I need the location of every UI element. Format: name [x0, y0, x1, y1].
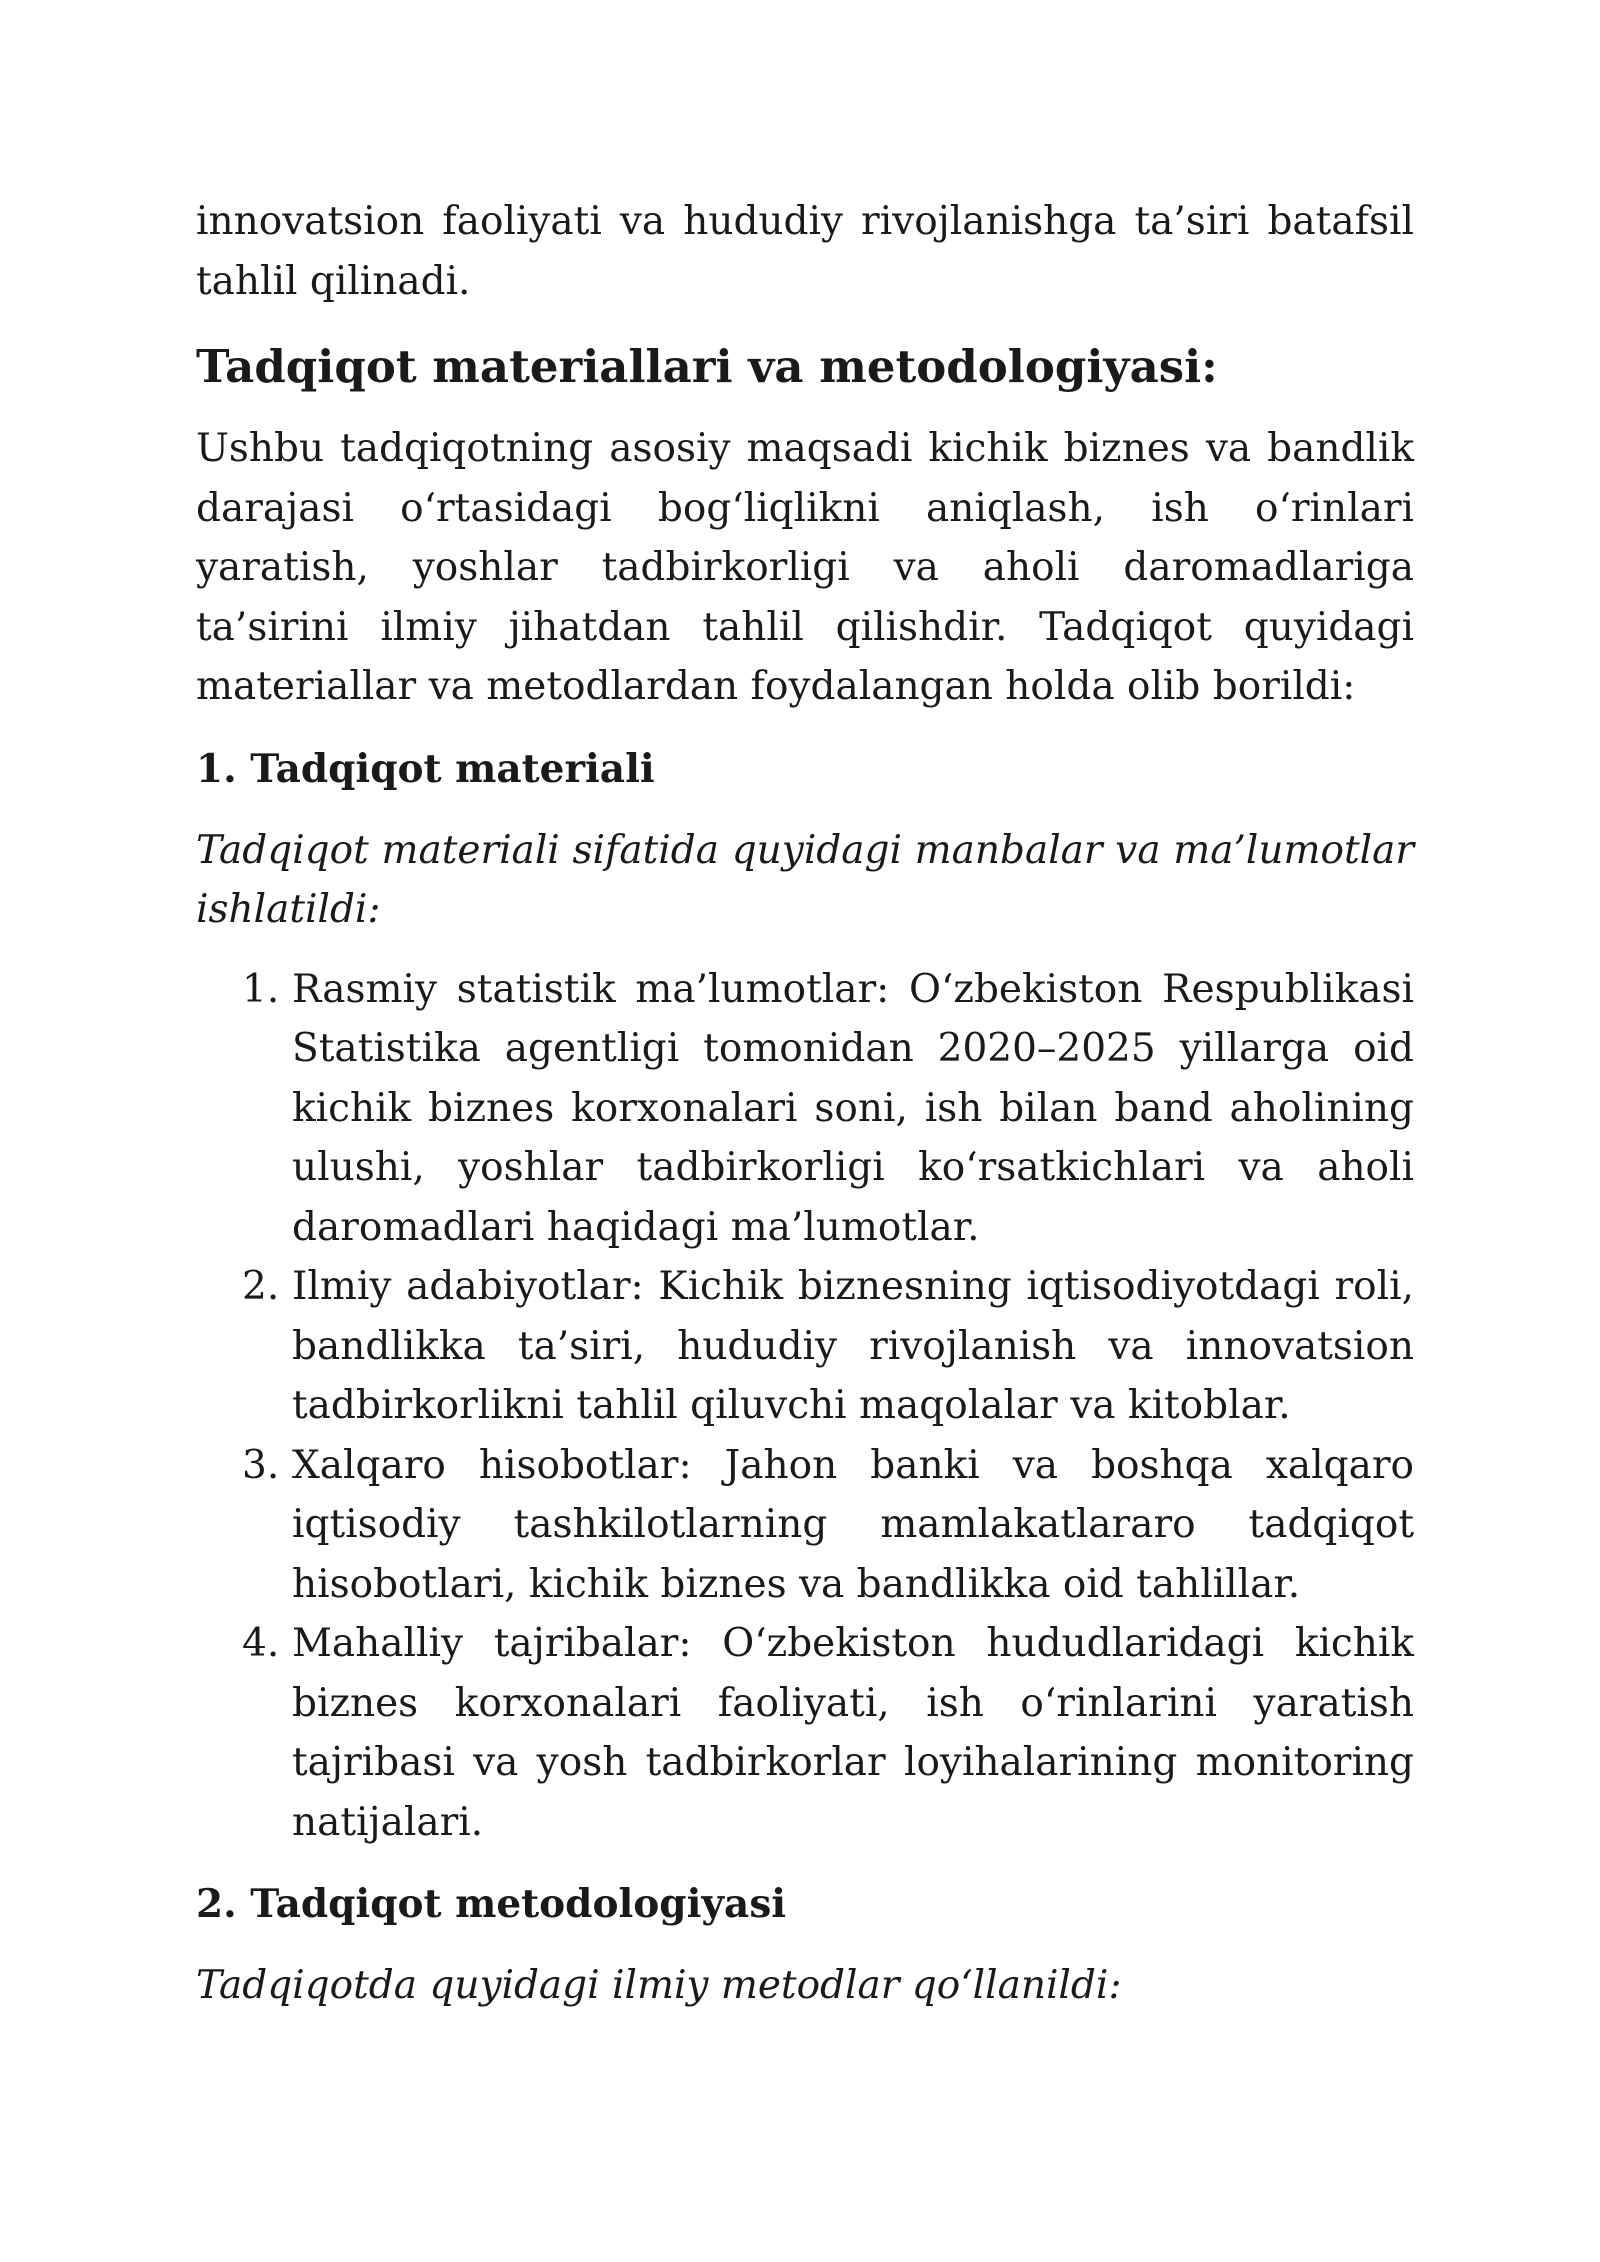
list-item: [196, 1257, 1414, 1436]
list-item: [196, 1436, 1414, 1615]
subsection-lead-methodology: Tadqiqotda quyidagi ilmiy metodlar qo‘llanildi:: [196, 1963, 1122, 2008]
subsection-title-methodology: 2. Tadqiqot metodologiyasi: [196, 1881, 787, 1927]
list-item-text: Ilmiy adabiyotlar: Kichik biznesning iqtisodiyotdagi roli, bandlikka ta’siri, hududiy rivojlanish va innovatsion tadbirkorlikni tahlil qiluvchi maqolalar va kitoblar.: [292, 1264, 1414, 1428]
list-item: [196, 960, 1414, 1258]
document-page: [196, 192, 1414, 2036]
list-item-number: 3.: [242, 1442, 280, 1488]
list-item-text: Mahalliy tajribalar: O‘zbekiston hududlaridagi kichik biznes korxonalari faoliyati, ish o‘rinlarini yaratish tajribasi va yosh tadbirkorlar loyihalarining monitoring natijalari.: [292, 1621, 1414, 1845]
sources-list: [196, 960, 1414, 1853]
list-item-number: 1.: [242, 966, 280, 1012]
list-item-number: 4.: [242, 1621, 280, 1666]
list-item-number: 2.: [242, 1264, 280, 1309]
section-paragraph: Ushbu tadqiqotning asosiy maqsadi kichik biznes va bandlik darajasi o‘rtasidagi bog‘liqlikni aniqlash, ish o‘rinlari yaratish, yoshlar tadbirkorligi va aholi daromadlariga ta’sirini ilmiy jihatdan tahlil qilishdir. Tadqiqot quyidagi materiallar va metodlardan foydalangan holda olib borildi:: [196, 426, 1414, 709]
list-item-text: Xalqaro hisobotlar: Jahon banki va boshqa xalqaro iqtisodiy tashkilotlarning mamlakatlararo tadqiqot hisobotlari, kichik biznes va bandlikka oid tahlillar.: [292, 1442, 1414, 1607]
section-title: Tadqiqot materiallari va metodologiyasi:: [196, 340, 1218, 393]
subsection-title-materials: 1. Tadqiqot materiali: [196, 745, 655, 792]
list-item: [196, 1614, 1414, 1852]
intro-continuation-paragraph: innovatsion faoliyati va hududiy rivojlanishga ta’siri batafsil tahlil qilinadi.: [196, 199, 1414, 304]
subsection-lead-materials: Tadqiqot materiali sifatida quyidagi manbalar va ma’lumotlar ishlatildi:: [196, 827, 1414, 932]
list-item-text: Rasmiy statistik ma’lumotlar: O‘zbekiston Respublikasi Statistika agentligi tomonidan 2020–2025 yillarga oid kichik biznes korxonalari soni, ish bilan band aholining ulushi, yoshlar tadbirkorligi ko‘rsatkichlari va aholi daromadlari haqidagi ma’lumotlar.: [292, 966, 1414, 1250]
